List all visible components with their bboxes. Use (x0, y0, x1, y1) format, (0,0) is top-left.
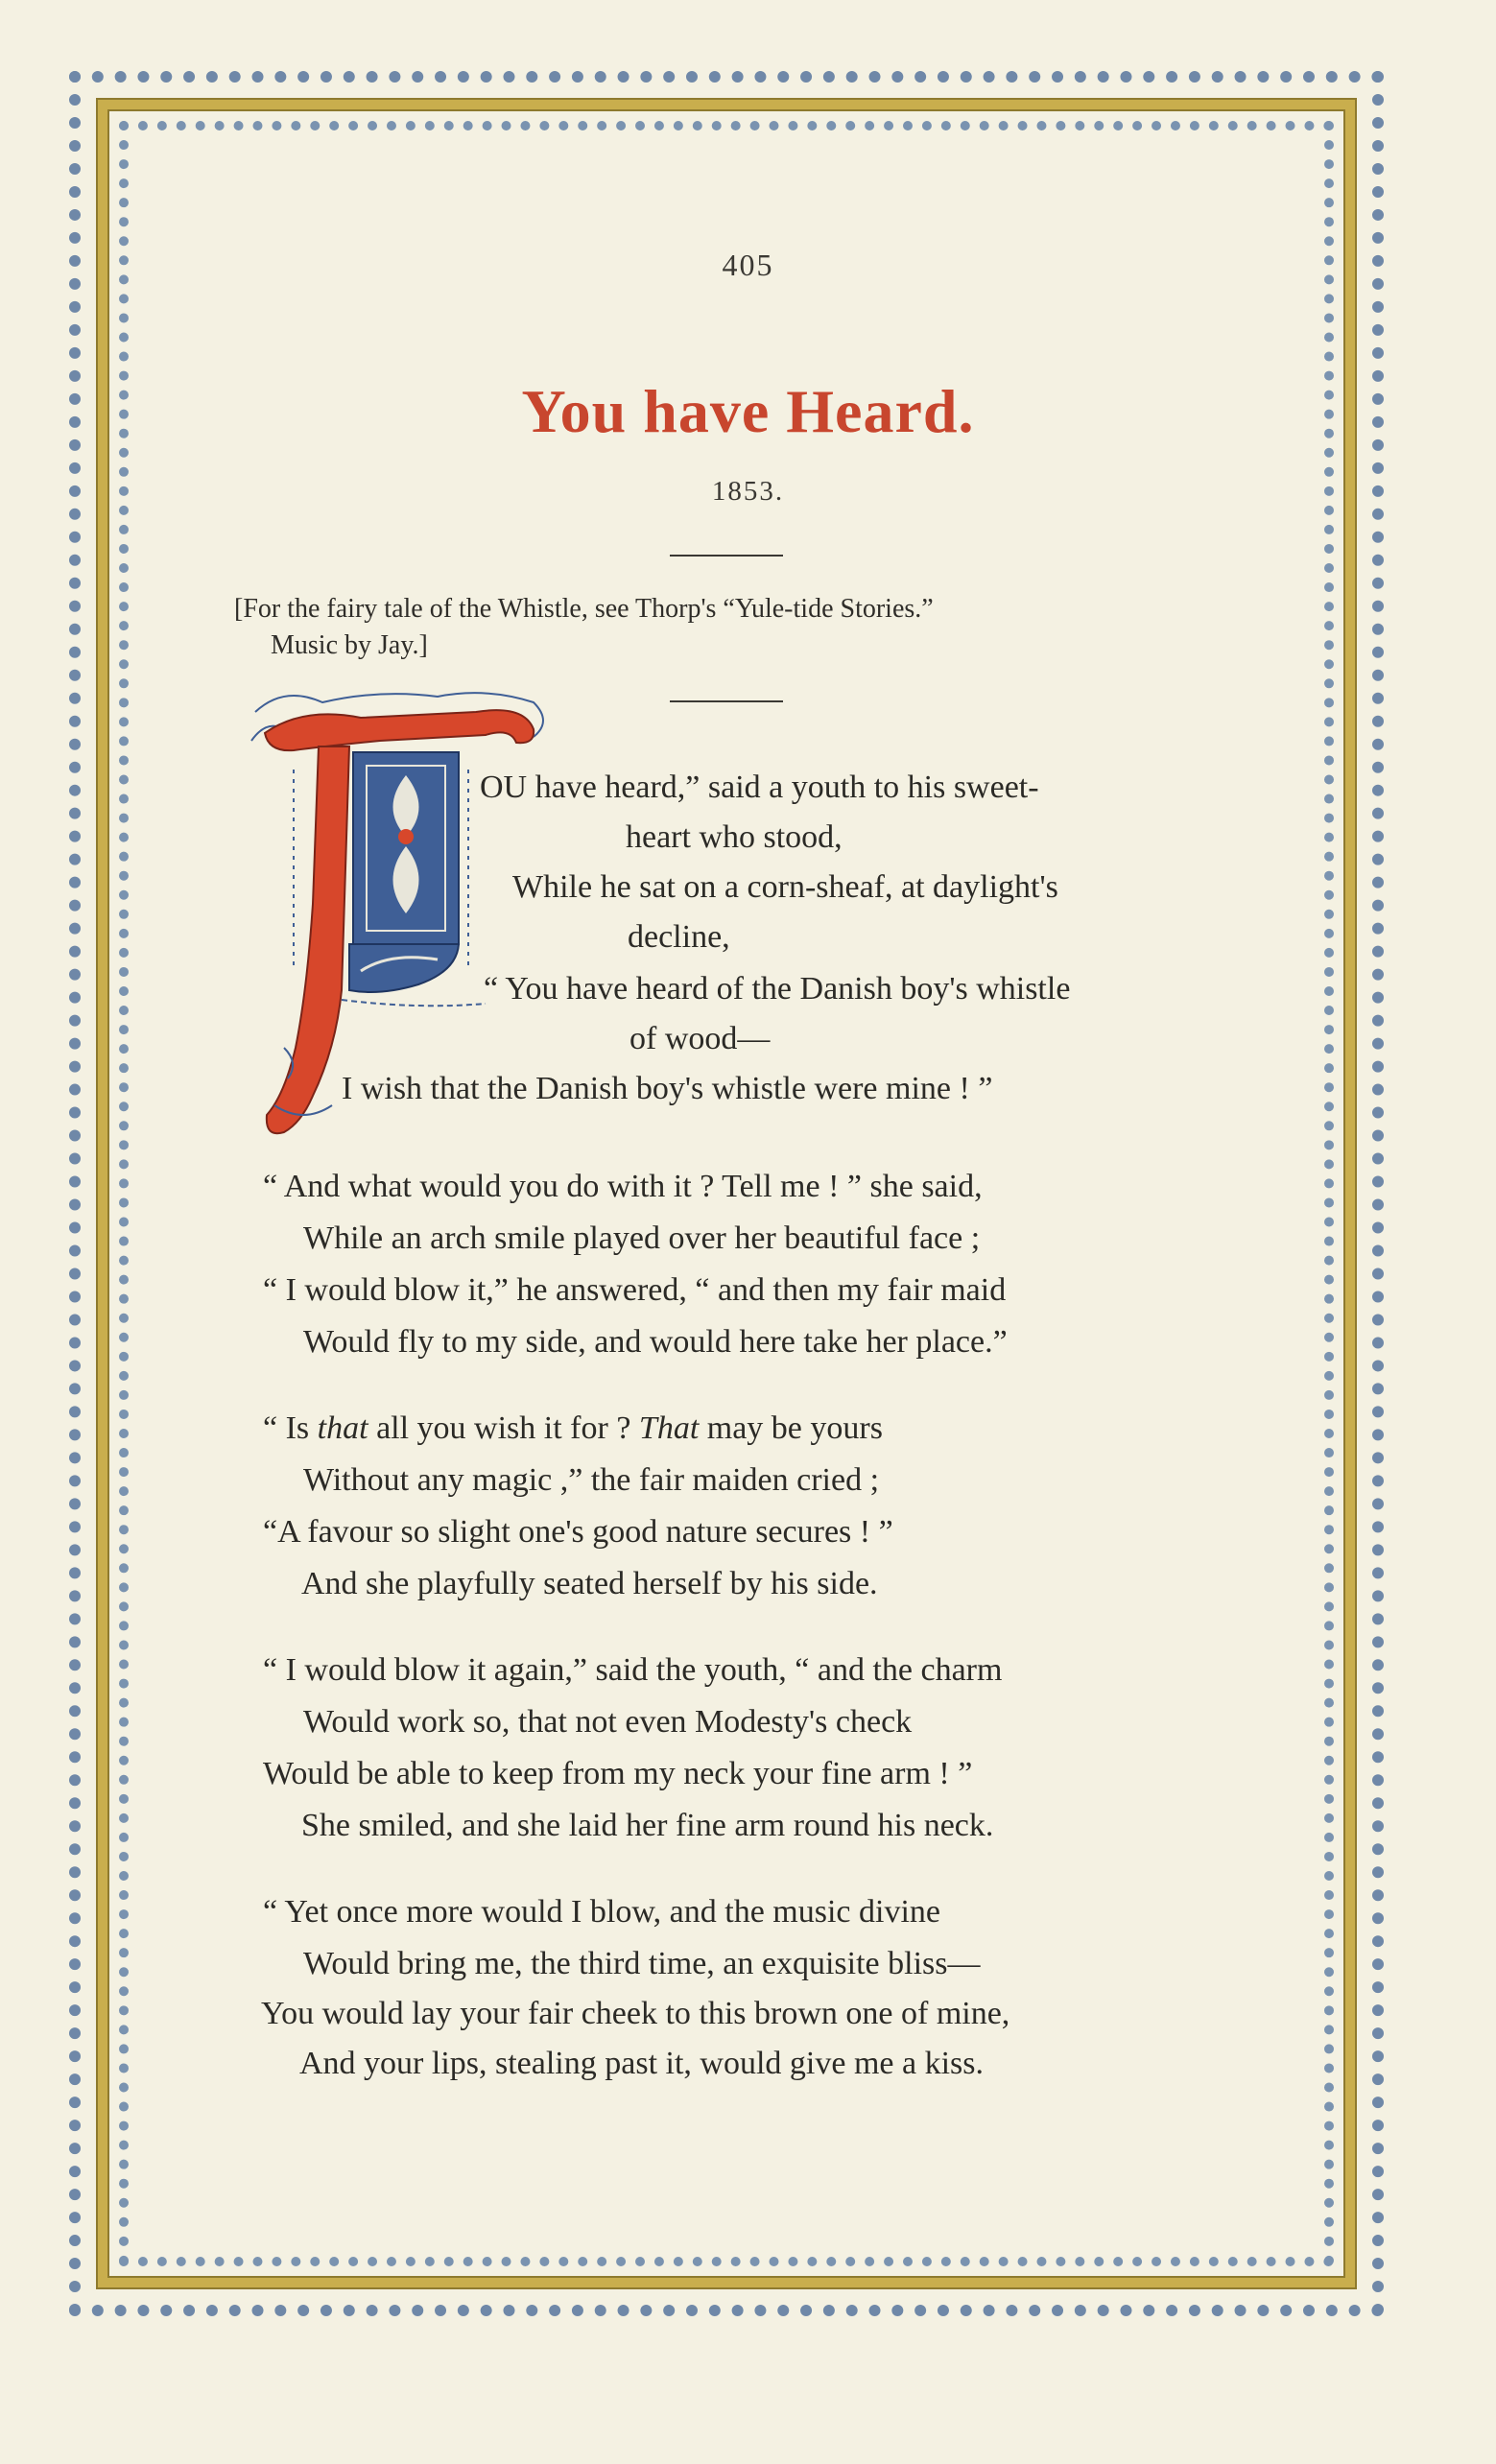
note-line: Music by Jay.] (271, 630, 428, 660)
verse-line: “ I would blow it again,” said the youth, “ and the charm (263, 1652, 1003, 1688)
verse-line: “A favour so slight one's good nature secures ! ” (263, 1514, 893, 1550)
verse-line: While he sat on a corn-sheaf, at daylight's (512, 869, 1058, 905)
verse-line (263, 1410, 883, 1447)
verse-line: She smiled, and she laid her fine arm round his neck. (301, 1808, 994, 1843)
verse-line: heart who stood, (626, 819, 843, 855)
verse-line: Would work so, that not even Modesty's check (303, 1704, 913, 1740)
page-number: 405 (722, 248, 774, 282)
verse-line: Would bring me, the third time, an exquisite bliss— (303, 1946, 981, 1981)
verse-line: You would lay your fair cheek to this brown one of mine, (261, 1996, 1010, 2031)
verse-line: “ And what would you do with it ? Tell me ! ” she said, (263, 1169, 983, 1204)
verse-emphasis: that (317, 1410, 368, 1446)
verse-text: all you wish it for ? (368, 1410, 639, 1446)
verse-line: And your lips, stealing past it, would give me a kiss. (299, 2046, 984, 2081)
poem-year: 1853. (711, 476, 785, 507)
verse-line: of wood— (629, 1021, 771, 1056)
verse-line: While an arch smile played over her beautiful face ; (303, 1220, 981, 1256)
note-line: [For the fairy tale of the Whistle, see Thorp's “Yule-tide Stories.” (234, 594, 934, 624)
divider-rule (670, 555, 783, 557)
verse-line: “ You have heard of the Danish boy's whistle (484, 971, 1071, 1007)
verse-text: may be yours (699, 1410, 883, 1446)
verse-line: Would fly to my side, and would here take her place.” (303, 1324, 1008, 1360)
verse-line: Would be able to keep from my neck your fine arm ! ” (263, 1756, 973, 1791)
verse-line: OU have heard,” said a youth to his sweet- (480, 770, 1039, 805)
verse-line: “ I would blow it,” he answered, “ and then my fair maid (263, 1272, 1007, 1308)
divider-rule (670, 700, 783, 702)
editorial-note (234, 591, 1232, 664)
poem-title: You have Heard. (521, 377, 975, 445)
verse-line: I wish that the Danish boy's whistle were mine ! ” (342, 1071, 993, 1106)
verse-line: Without any magic ,” the fair maiden cried ; (303, 1462, 880, 1498)
verse-emphasis: That (638, 1410, 700, 1446)
verse-line: And she playfully seated herself by his side. (301, 1566, 878, 1601)
verse-line: decline, (628, 919, 730, 955)
verse-line: “ Yet once more would I blow, and the music divine (263, 1894, 940, 1930)
verse-text: “ Is (263, 1410, 318, 1446)
